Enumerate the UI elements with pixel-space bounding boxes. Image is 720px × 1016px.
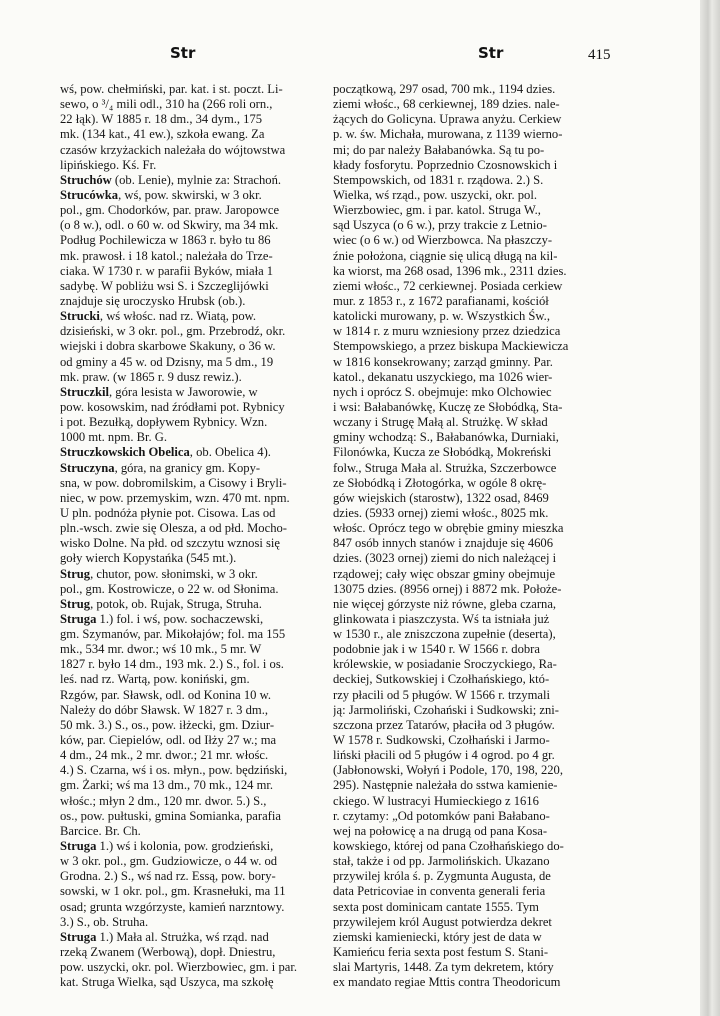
- text-line: dzies. (5933 ornej) ziemi włośc., 8025 mk.: [333, 505, 549, 520]
- text-line: Wierzbowiec, gm. i par. katol. Struga W.,: [333, 203, 541, 218]
- text-line: Barcice. Br. Ch.: [60, 823, 141, 838]
- text-line: slai Martyris, 1448. Za tym dekretem, który: [333, 960, 554, 975]
- text-line: nych i oprócz S. obejmuje: mko Olchowiec: [333, 384, 552, 399]
- left-text-column: [60, 82, 325, 990]
- text-line: 3.) S., ob. Struha.: [60, 914, 149, 929]
- text-line: p. w. św. Michała, murowana, z 1139 wierno-: [333, 127, 563, 142]
- text-line: Struga 1.) wś i kolonia, pow. grodzieński,: [60, 839, 274, 854]
- text-line: 4.) S. Czarna, wś i os. młyn., pow. będziński,: [60, 763, 288, 778]
- text-line: sadybę. W pobliżu wsi S. i Szczeglijówki: [60, 278, 269, 293]
- text-line: pol., gm. Kostrowicze, o 22 w. od Słonima.: [60, 581, 279, 596]
- text-line: gm. Żarki; wś ma 13 dm., 70 mk., 124 mr.: [60, 778, 274, 793]
- text-line: 1000 mt. npm. Br. G.: [60, 430, 168, 445]
- text-line: 13075 dzies. (8956 ornej) i 8872 mk. Położe-: [333, 581, 562, 596]
- text-line: i pot. Bezułką, dopływem Rybnicy. Wzn.: [60, 415, 268, 430]
- text-line: znajduje się uroczysko Hrubsk (ob.).: [60, 293, 246, 308]
- text-line: wiec (o 6 w.) od Wierzbowca. Na płaszczy-: [333, 233, 553, 248]
- text-line: mk. (134 kat., 41 ew.), szkoła ewang. Za: [60, 127, 265, 142]
- text-line: folw., Struga Mała al. Strużka, Szczerbowce: [333, 460, 557, 475]
- text-line: katolicki murowany, p. w. Wszystkich Św.,: [333, 309, 550, 324]
- text-line: gminy wchodzą: S., Bałabanówka, Durniaki,: [333, 430, 559, 445]
- text-line: data Petricoviae in conventa generali feria: [333, 884, 546, 899]
- text-line: w 1530 r., ale zniszczona zupełnie (deserta),: [333, 627, 556, 642]
- text-line: mur. z 1853 r., z 1672 parafianami, kościół: [333, 293, 549, 308]
- text-line: dzies. (3023 ornej) ziemi do nich należącej i: [333, 551, 557, 566]
- text-line: dzisieński, w 3 okr. pol., gm. Przebrodź, okr.: [60, 324, 286, 339]
- text-line: Filonówka, Kucza ze Słobódką, Mokreński: [333, 445, 552, 460]
- text-line: Należy do dóbr Sławsk. W 1827 r. 3 dm.,: [60, 702, 269, 717]
- text-line: Struchów (ob. Lenie), mylnie za: Strachoń.: [60, 172, 282, 187]
- text-line: pol., gm. Chodorków, par. praw. Jaropowce: [60, 203, 280, 218]
- text-line: podobnie jak i w 1540 r. W 1566 r. dobra: [333, 642, 540, 657]
- text-line: i wsi: Bałabanówkę, Kuczę ze Słobódką, Sta-: [333, 399, 563, 414]
- text-line: Podług Pochilewicza w 1863 r. było tu 86: [60, 233, 271, 248]
- text-line: Struga 1.) fol. i wś, pow. sochaczewski,: [60, 611, 264, 626]
- text-line: w 1816 konsekrowany; zarząd gminny. Par.: [333, 354, 553, 369]
- text-line: ziemski kamieniecki, który jest de data w: [333, 929, 542, 944]
- text-line: Grodna. 2.) S., wś nad rz. Essą, pow. bory-: [60, 869, 276, 884]
- text-line: Stempowskich, od 1831 r. rządowa. 2.) S.: [333, 172, 544, 187]
- text-line: Struczkowskich Obelica, ob. Obelica 4).: [60, 445, 271, 460]
- text-line: gm. Szymanów, par. Mikołajów; fol. ma 155: [60, 627, 286, 642]
- text-line: pln.-wsch. zwie się Olesza, a od płd. Mocho-: [60, 521, 287, 536]
- text-line: osad; grunta wzgórzyste, kamień narzntowy.: [60, 899, 285, 914]
- text-line: wś, pow. chełmiński, par. kat. i st. poczt. Li-: [60, 82, 283, 96]
- text-line: początkową, 297 osad, 700 mk., 1194 dzies.: [333, 82, 556, 96]
- text-line: ją: Jarmoliński, Czohański i Sudkowski; zni-: [333, 702, 559, 717]
- text-line: przywilej króla ś. p. Zygmunta Augusta, de: [333, 869, 551, 884]
- text-line: Stempowskiego, a przez biskupa Mackiewicza: [333, 339, 569, 354]
- text-line: sna, w pow. dobromilskim, a Cisowy i Bryli-: [60, 475, 287, 490]
- text-line: sowski, w 1 okr. pol., gm. Krasnełuki, ma 11: [60, 884, 286, 899]
- text-line: Kamieńcu feria sexta post festum S. Stani-: [333, 945, 549, 960]
- text-line: Wielka, wś rząd., pow. uszycki, okr. pol.: [333, 187, 537, 202]
- text-line: deckiej, Sutkowskiej i Czołhańskiego, któ-: [333, 672, 550, 687]
- text-line: 295). Następnie należała do sstwa kamienie-: [333, 778, 558, 793]
- text-line: (Jabłonowski, Wołyń i Podole, 170, 198, 220,: [333, 763, 563, 778]
- text-line: ków, par. Ciepielów, odl. od Iłży 27 w.; ma: [60, 733, 277, 748]
- text-line: mk. praw. (w 1865 r. 9 dusz rewiz.).: [60, 369, 242, 384]
- text-line: przywilejem król August potwierdza dekret: [333, 914, 552, 929]
- text-line: mk. prawosł. i 18 katol.; należała do Trze-: [60, 248, 273, 263]
- text-line: źnie położona, ciągnie się ulicą długą na kil-: [333, 248, 558, 263]
- text-line: kłady fosforytu. Poprzednio Czosnowskich i: [333, 157, 558, 172]
- text-line: rzy płacili od 5 pługów. W 1566 r. trzymali: [333, 687, 550, 702]
- text-line: kowskiego, której od pana Czołhańskiego do-: [333, 839, 564, 854]
- text-line: ka wiorst, ma 268 osad, 1396 mk., 2311 dzies.: [333, 263, 567, 278]
- text-line: Strug, chutor, pow. słonimski, w 3 okr.: [60, 566, 258, 581]
- text-line: wiejski i dobra skarbowe Skakuny, o 36 w.: [60, 339, 276, 354]
- text-line: wisko Dolne. Na płd. od szczytu wznosi się: [60, 536, 281, 551]
- text-line: Rzgów, par. Sławsk, odl. od Konina 10 w.: [60, 687, 272, 702]
- text-line: szczona przez Tatarów, płaciła od 3 pługów.: [333, 717, 555, 732]
- text-line: czasów krzyżackich należała do wójtowstwa: [60, 142, 286, 157]
- text-line: Struga 1.) Mała al. Strużka, wś rząd. nad: [60, 929, 269, 944]
- text-line: w 3 okr. pol., gm. Gudziowicze, o 44 w. od: [60, 854, 278, 869]
- text-line: pow. uszycki, okr. pol. Wierzbowiec, gm. i par.: [60, 960, 297, 975]
- text-line: gów wiejskich (starostw), 1322 osad, 8469: [333, 490, 549, 505]
- text-line: niec, w pow. przemyskim, wzn. 470 mt. npm.: [60, 490, 290, 505]
- text-line: Struczkil, góra lesista w Jaworowie, w: [60, 384, 258, 399]
- text-line: wczany i Strugę Małą al. Strużkę. W skład: [333, 415, 548, 430]
- text-line: 4 dm., 24 mk., 2 mr. dwor.; 21 mr. włośc.: [60, 748, 269, 763]
- right-running-head: Str: [478, 44, 504, 62]
- text-line: W 1578 r. Sudkowski, Czołhański i Jarmo-: [333, 733, 550, 748]
- text-line: mi; do par należy Bałabanówka. Są tu po-: [333, 142, 545, 157]
- text-line: 1827 r. było 14 dm., 193 mk. 2.) S., fol. i os.: [60, 657, 284, 672]
- text-line: w 1814 r. z muru wzniesiony przez dziedzica: [333, 324, 561, 339]
- text-line: lipińskiego. Kś. Fr.: [60, 157, 157, 172]
- text-line: 847 osób innych stanów i znajduje się 4606: [333, 536, 554, 551]
- text-line: ziemi włośc., 68 cerkiewnej, 189 dzies. nale-: [333, 97, 560, 112]
- text-line: mk., 534 mr. dwor.; wś 10 mk., 5 mr. W: [60, 642, 262, 657]
- text-line: liński płacili od 5 pługów i 4 ogrod. po 4 gr.: [333, 748, 555, 763]
- left-running-head: Str: [170, 44, 196, 62]
- text-line: goły wierch Kopystańka (545 mt.).: [60, 551, 237, 566]
- text-line: 50 mk. 3.) S., os., pow. iłżecki, gm. Dziur-: [60, 717, 275, 732]
- text-line: rzeką Zwanem (Werbową), dopł. Dniestru,: [60, 945, 276, 960]
- text-line: ziemi włośc., 72 cerkiewnej. Posiada cerkiew: [333, 278, 563, 293]
- page-number: 415: [588, 47, 611, 63]
- text-line: Strug, potok, ob. Rujak, Struga, Struha.: [60, 596, 262, 611]
- text-line: Strucki, wś włośc. nad rz. Wiatą, pow.: [60, 309, 257, 324]
- text-line: wej na połowicę a na drugą od pana Kosa-: [333, 823, 548, 838]
- text-line: os., pow. pułtuski, gmina Somianka, parafia: [60, 808, 281, 823]
- text-line: ex mandato regiae Mttis contra Theodoricum: [333, 975, 561, 990]
- text-line: żących do Golicyna. Uprawa anyżu. Cerkiew: [333, 112, 562, 127]
- text-line: glinkowata i piaszczysta. Wś ta istniała już: [333, 611, 550, 626]
- text-line: kat. Struga Wielka, sąd Uszyca, ma szkołę: [60, 975, 274, 990]
- text-line: stał, także i od pp. Jarmolińskich. Ukazano: [333, 854, 550, 869]
- text-line: ciaka. W 1730 r. w parafii Byków, miała 1: [60, 263, 274, 278]
- text-line: katol., dekanatu uszyckiego, ma 1026 wier-: [333, 369, 553, 384]
- text-line: ze Słobódką i Złotogórka, w ogóle 8 okrę-: [333, 475, 547, 490]
- right-text-column: [333, 82, 610, 990]
- text-line: pow. kosowskim, nad źródłami pot. Rybnicy: [60, 399, 285, 414]
- text-line: sewo, o ³/₄ mili odl., 310 ha (266 roli orn.,: [60, 97, 273, 112]
- text-line: włośc.; młyn 2 dm., 120 mr. dwor. 5.) S.,: [60, 793, 267, 808]
- running-header: [0, 44, 700, 70]
- text-line: leś. nad rz. Wartą, pow. koniński, gm.: [60, 672, 250, 687]
- text-line: królewskie, w posiadanie Sroczyckiego, Ra-: [333, 657, 557, 672]
- text-line: sexta post dominicam cantate 1555. Tym: [333, 899, 539, 914]
- text-line: ckiego. W lustracyi Humieckiego z 1616: [333, 793, 539, 808]
- text-line: U pln. podnóża płynie pot. Cisowa. Las od: [60, 505, 276, 520]
- text-line: sąd Uszyca (o 6 w.), przy trakcie z Letnio-: [333, 218, 547, 233]
- page-edge: [700, 0, 720, 1016]
- text-line: Struczyna, góra, na granicy gm. Kopy-: [60, 460, 261, 475]
- text-line: włośc. Oprócz tego w obrębie gminy mieszka: [333, 521, 564, 536]
- text-line: r. czytamy: „Od potomków pani Bałabano-: [333, 808, 550, 823]
- text-line: 22 łąk). W 1885 r. 18 dm., 34 dym., 175: [60, 112, 263, 127]
- text-line: rządowej; cały więc obszar gminy obejmuje: [333, 566, 556, 581]
- text-line: od gminy a 45 w. od Dzisny, ma 5 dm., 19: [60, 354, 274, 369]
- text-line: (o 8 w.), odl. o 60 w. od Skwiry, ma 34 mk.: [60, 218, 279, 233]
- text-line: Strucówka, wś, pow. skwirski, w 3 okr.: [60, 187, 262, 202]
- text-line: nie więcej górzyste niż równe, gleba czarna,: [333, 596, 557, 611]
